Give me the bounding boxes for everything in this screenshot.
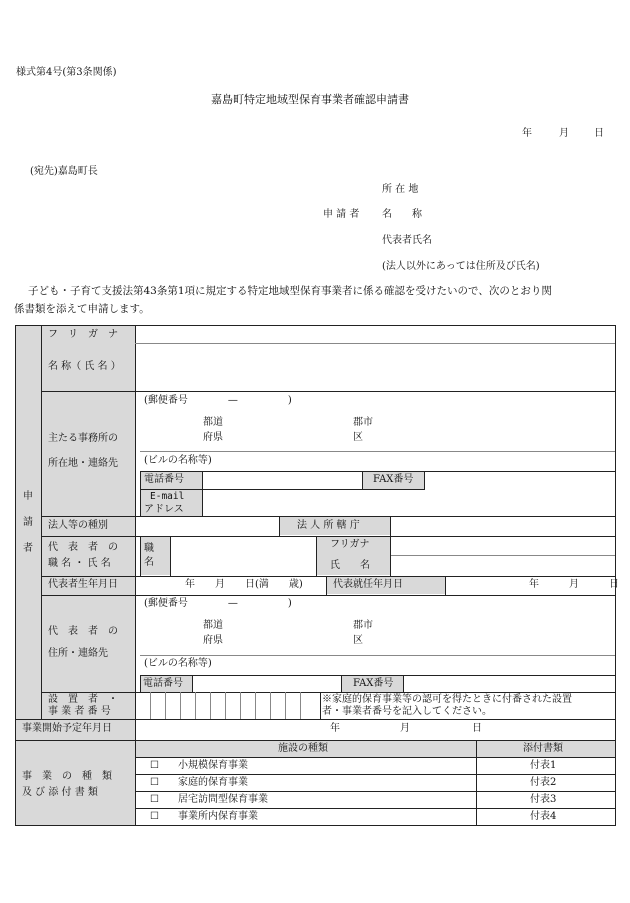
applicant-label: 申 請 者 [323,209,360,220]
start-month: 月 [400,723,410,734]
office-email-label-2: アドレス [144,504,184,515]
office-email-label-1: E-mail [150,491,185,502]
row4-attach: 付表4 [530,811,557,822]
body-text-line2: 係書類を添えて申請します。 [14,303,150,315]
row1-type: 小規模保育事業 [178,760,248,771]
addressee: (宛先)嘉島町長 [30,166,98,177]
rep-furigana-label: フリガナ [330,539,370,550]
office-todofuken-2: 府県 [203,432,223,443]
corp-office-label: 法 人 所 轄 庁 [297,520,360,531]
setter-note-1: ※家庭的保育事業等の認可を得たときに付番された設置 [322,694,572,705]
corp-type-label: 法人等の種別 [48,520,108,531]
row1-attach: 付表1 [530,760,557,771]
office-gunshi-2: 区 [353,432,363,443]
rep-appointed-value: 年 月 日 [529,579,619,590]
row1-checkbox[interactable]: ☐ [150,760,159,771]
office-label-2: 所在地・連絡先 [48,458,118,469]
applicant-representative-label: 代表者氏名 [382,235,432,246]
rep-address-label-1: 代 表 者 の [48,626,118,637]
business-label-1: 事 業 の 種 類 [22,771,112,782]
applicant-name-label: 名 称 [382,209,422,220]
rep-birth-value: 年 月 日(満 歳) [185,579,303,590]
applicant-address-label: 所 在 地 [382,184,419,195]
date-month-label: 月 [559,128,569,139]
rep-gunshi-1: 郡市 [353,620,373,631]
applicant-note: (法人以外にあっては住所及び氏名) [382,261,540,272]
applicant-vertical-1: 申 [23,491,33,502]
start-day: 日 [472,723,482,734]
rep-appointed-label: 代表就任年月日 [333,579,403,590]
attachment-header: 添付書類 [523,743,563,754]
rep-birth-label: 代表者生年月日 [48,579,118,590]
row4-type: 事業所内保育事業 [178,811,258,822]
rep-shimei-label: 氏 名 [330,560,370,571]
row2-type: 家庭的保育事業 [178,777,248,788]
row3-type: 居宅訪問型保育事業 [178,794,268,805]
start-label: 事業開始予定年月日 [22,723,112,734]
office-phone-label: 電話番号 [144,474,184,485]
setter-note-2: 者・事業者番号を記入してください。 [322,706,492,717]
body-text-line1: 子ども・子育て支援法第43条第1項に規定する特定地域型保育事業者に係る確認を受けたいので、次のとおり関 [28,285,552,297]
row3-attach: 付表3 [530,794,557,805]
rep-building: (ビルの名称等) [144,658,212,669]
row3-checkbox[interactable]: ☐ [150,794,159,805]
business-label-2: 及 び 添 付 書 類 [22,787,98,798]
facility-header: 施設の種類 [278,743,328,754]
date-day-label: 日 [594,128,604,139]
rep-postal: (郵便番号 — ) [144,598,292,609]
applicant-vertical-3: 者 [23,543,33,554]
office-todofuken-1: 都道 [203,417,223,428]
setter-label-2: 事 業 者 番 号 [48,706,111,717]
rep-fax-label: FAX番号 [353,678,394,689]
row2-attach: 付表2 [530,777,557,788]
form-number: 様式第4号(第3条関係) [16,67,117,78]
rep-todofuken-2: 府県 [203,635,223,646]
rep-title-label-1: 代 表 者 の [48,542,118,553]
start-year: 年 [330,723,340,734]
office-building: (ビルの名称等) [144,455,212,466]
setter-label-1: 設 置 者 ・ [48,694,118,705]
applicant-vertical-2: 請 [23,517,33,528]
furigana-label: フ リ ガ ナ [48,329,118,340]
rep-title-label-2: 職 名 ・ 氏 名 [48,558,111,569]
name-label: 名 称（ 氏 名 ） [48,361,121,372]
rep-shokumei-2: 名 [144,557,154,568]
office-label-1: 主たる事務所の [48,433,118,444]
office-gunshi-1: 郡市 [353,417,373,428]
rep-phone-label: 電話番号 [143,678,183,689]
office-fax-label: FAX番号 [373,474,414,485]
office-postal: (郵便番号 — ) [144,395,292,406]
date-year-label: 年 [522,128,532,139]
rep-gunshi-2: 区 [353,635,363,646]
row4-checkbox[interactable]: ☐ [150,811,159,822]
document-title: 嘉島町特定地域型保育事業者確認申請書 [211,93,409,106]
rep-address-label-2: 住所・連絡先 [48,648,108,659]
rep-shokumei-1: 職 [144,543,154,554]
row2-checkbox[interactable]: ☐ [150,777,159,788]
rep-todofuken-1: 都道 [203,620,223,631]
